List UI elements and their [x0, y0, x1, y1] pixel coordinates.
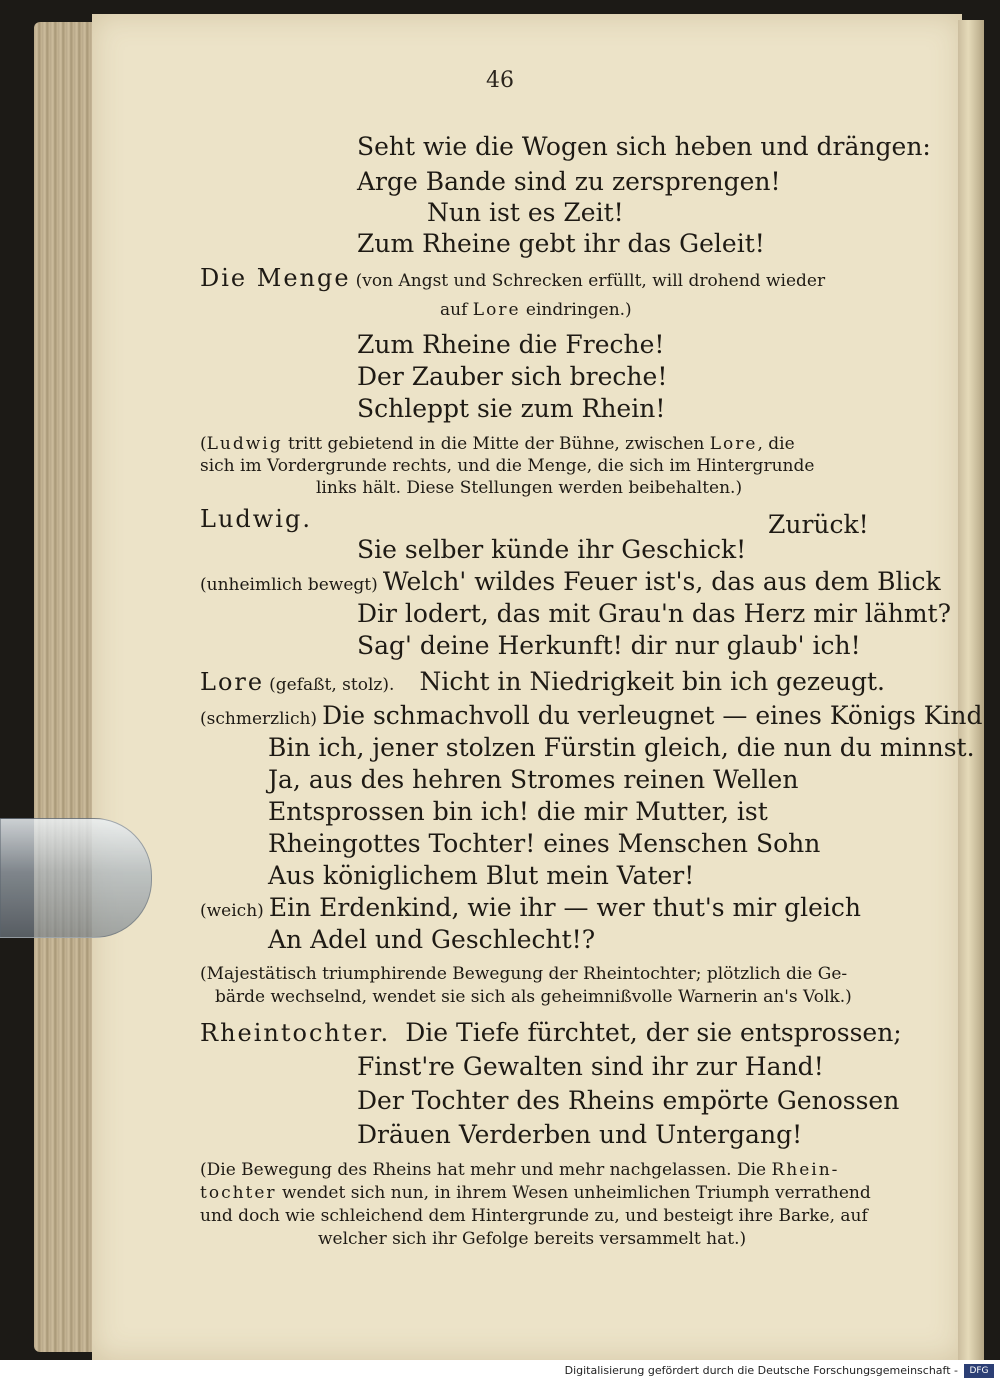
stage-direction: welcher sich ihr Gefolge bereits versammelt hat.): [318, 1229, 747, 1249]
stage-direction: (schmerzlich): [200, 709, 318, 729]
verse-line: Der Zauber sich breche!: [357, 362, 668, 391]
verse-line: Nun ist es Zeit!: [427, 198, 624, 227]
stage-direction: (Ludwig tritt gebietend in die Mitte der Bühne, zwischen Lore, die: [200, 434, 795, 454]
stage-direction: (gefaßt, stolz).: [269, 675, 395, 695]
verse-line: Seht wie die Wogen sich heben und drängen:: [357, 132, 931, 161]
book-spine-edge: [958, 20, 984, 1360]
speaker-line: [200, 701, 983, 730]
verse-line: Sie selber künde ihr Geschick!: [357, 535, 747, 564]
verse-line: Zurück!: [768, 510, 869, 539]
stage-direction: (von Angst und Schrecken erfüllt, will drohend wieder: [355, 271, 826, 291]
verse-line: Der Tochter des Rheins empörte Genossen: [357, 1086, 900, 1115]
speaker-line: [200, 567, 941, 596]
verse-line: Dräuen Verderben und Untergang!: [357, 1120, 803, 1149]
verse-line: Zum Rheine gebt ihr das Geleit!: [357, 229, 765, 258]
verse-line: Dir lodert, das mit Grau'n das Herz mir lähmt?: [357, 599, 952, 628]
verse-line: Entsprossen bin ich! die mir Mutter, ist: [268, 797, 768, 826]
verse-line: Rheingottes Tochter! eines Menschen Sohn: [268, 829, 821, 858]
stage-direction: (unheimlich bewegt): [200, 575, 378, 595]
verse-line: Bin ich, jener stolzen Fürstin gleich, die nun du minnst.: [268, 733, 975, 762]
verse-line: An Adel und Geschlecht!?: [268, 925, 596, 954]
stage-direction: (weich): [200, 901, 264, 921]
stage-direction: und doch wie schleichend dem Hintergrunde zu, und besteigt ihre Barke, auf: [200, 1206, 868, 1226]
page-clip: [0, 818, 152, 938]
speaker-name: Rheintochter.: [200, 1019, 391, 1047]
footer-bar: [0, 1360, 1000, 1382]
speaker-line: [200, 1018, 902, 1047]
stage-direction: bärde wechselnd, wendet sie sich als geheimnißvolle Warnerin an's Volk.): [215, 987, 852, 1007]
verse-line: Aus königlichem Blut mein Vater!: [268, 861, 695, 890]
stage-direction: (Majestätisch triumphirende Bewegung der Rheintochter; plötzlich die Ge-: [200, 964, 848, 984]
verse-line: Welch' wildes Feuer ist's, das aus dem Blick: [382, 567, 941, 596]
verse-line: Ja, aus des hehren Stromes reinen Wellen: [268, 765, 799, 794]
verse-line: Die Tiefe fürchtet, der sie entsprossen;: [405, 1018, 902, 1047]
speaker-line: [200, 264, 825, 292]
stage-direction: links hält. Diese Stellungen werden beibehalten.): [316, 478, 743, 498]
speaker-name: Die Menge: [200, 264, 351, 292]
verse-line: Schleppt sie zum Rhein!: [357, 394, 666, 423]
speaker-line: [200, 667, 885, 696]
verse-line: Finst're Gewalten sind ihr zur Hand!: [357, 1052, 824, 1081]
verse-line: Sag' deine Herkunft! dir nur glaub' ich!: [357, 631, 861, 660]
verse-line: Die schmachvoll du verleugnet — eines Königs Kind: [322, 701, 983, 730]
stage-direction: auf Lore eindringen.): [440, 300, 632, 320]
footer-credit: Digitalisierung gefördert durch die Deutsche Forschungsgemeinschaft -: [564, 1364, 958, 1377]
stage-direction: (Die Bewegung des Rheins hat mehr und mehr nachgelassen. Die Rhein-: [200, 1160, 840, 1180]
verse-line: Zum Rheine die Freche!: [357, 330, 665, 359]
verse-line: Nicht in Niedrigkeit bin ich gezeugt.: [419, 667, 885, 696]
speaker-name: Ludwig.: [200, 505, 312, 533]
dfg-logo: DFG: [964, 1364, 994, 1378]
verse-line: Arge Bande sind zu zersprengen!: [357, 167, 781, 196]
verse-line: Ein Erdenkind, wie ihr — wer thut's mir gleich: [268, 893, 862, 922]
stage-direction: sich im Vordergrunde rechts, und die Menge, die sich im Hintergrunde: [200, 456, 815, 476]
speaker-line: [200, 893, 861, 922]
page-number: 46: [486, 68, 514, 93]
stage-direction: tochter wendet sich nun, in ihrem Wesen unheimlichen Triumph verrathend: [200, 1183, 871, 1203]
speaker-name: Lore: [200, 668, 265, 696]
